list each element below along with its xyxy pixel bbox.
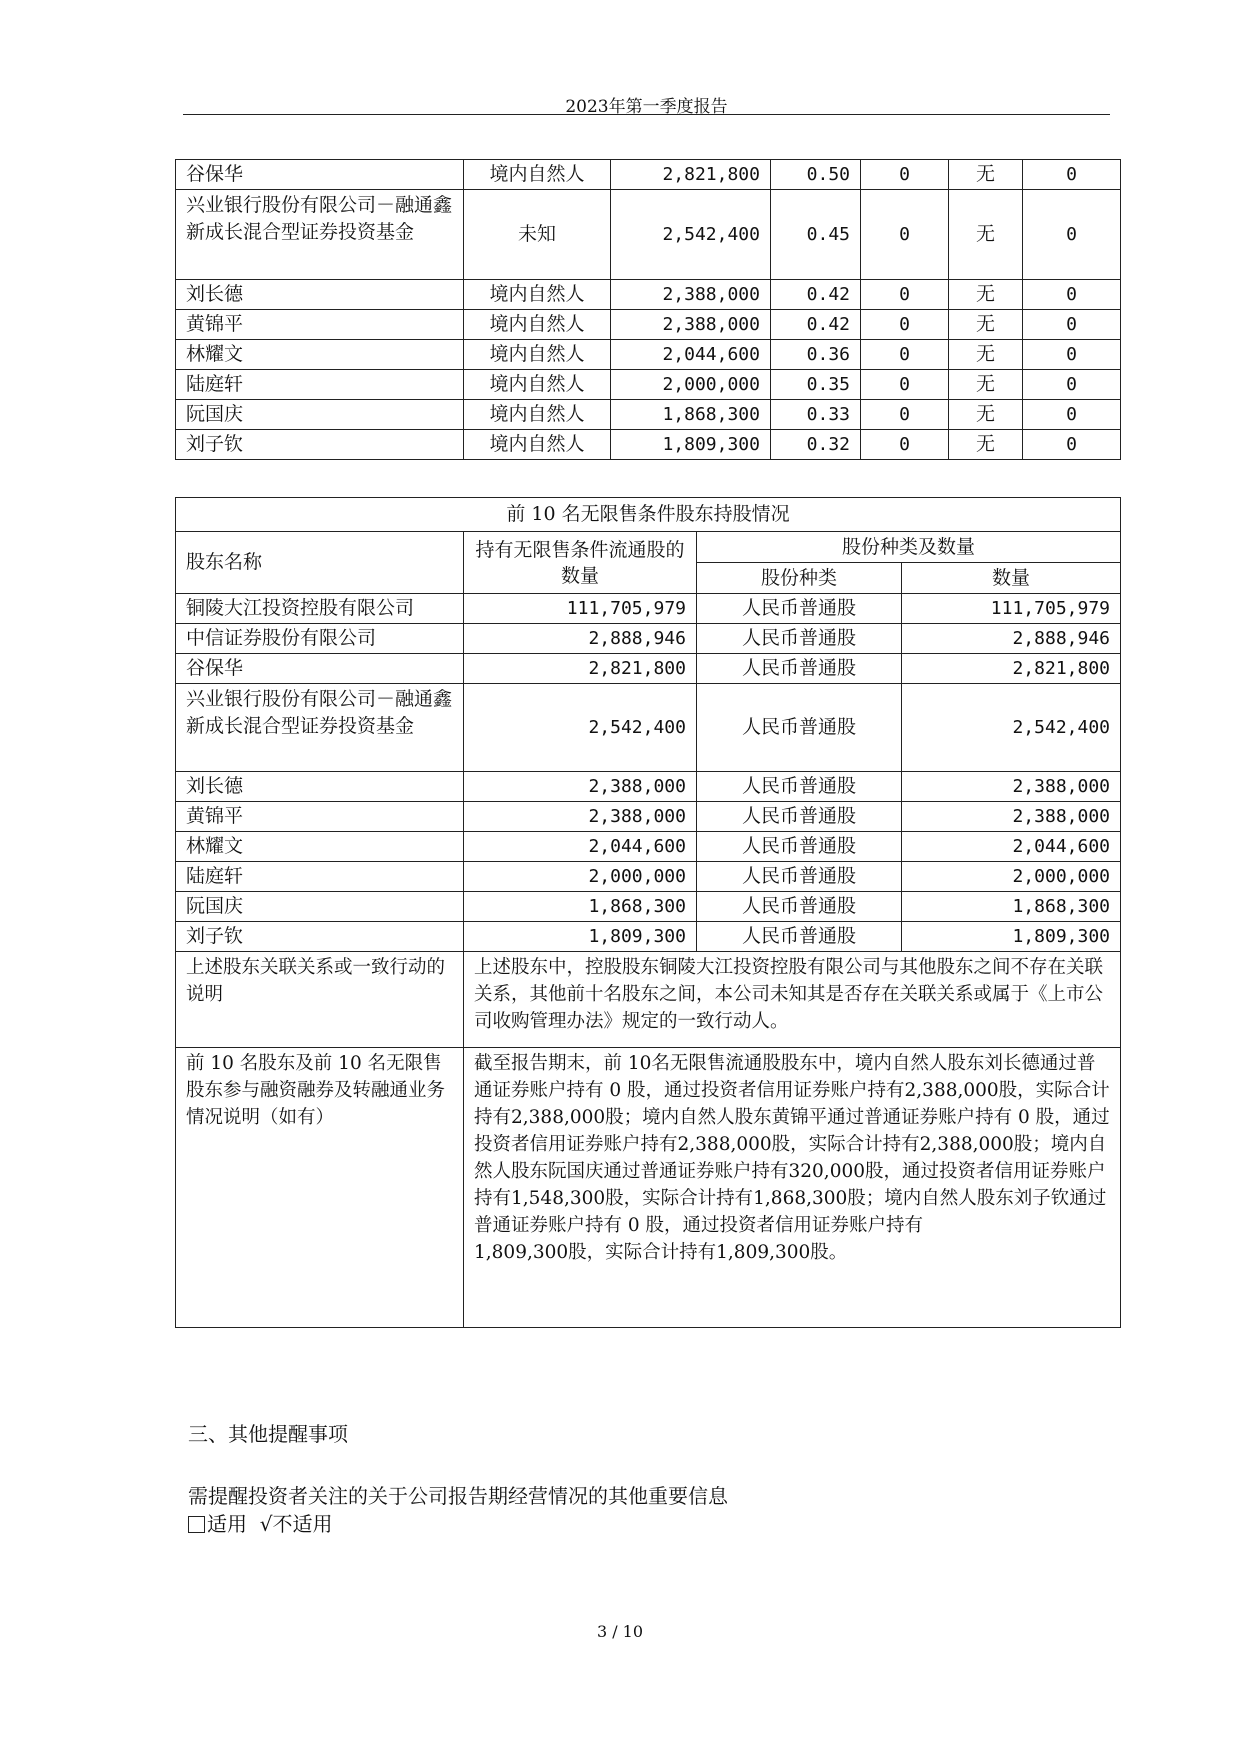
holder-ratio: 0.42 [771,310,861,340]
holder-ratio: 0.36 [771,340,861,370]
holder-ratio: 0.42 [771,280,861,310]
unrestricted-qty: 2,542,400 [464,684,697,772]
holder-restricted: 0 [861,430,949,460]
holder-pledge-qty: 0 [1023,280,1121,310]
page-header: 2023年第一季度报告 [565,97,728,117]
share-type: 人民币普通股 [697,772,902,802]
share-amount: 2,388,000 [902,772,1121,802]
col-header-holder-name: 股东名称 [176,532,464,594]
holder-shares: 1,868,300 [611,400,771,430]
unrestricted-holders-table [175,497,1121,1328]
top10-holders-table [175,159,1121,460]
table-row [176,772,1121,802]
holder-nature: 境内自然人 [464,340,611,370]
holder-pledge-status: 无 [949,310,1023,340]
unrestricted-qty: 1,809,300 [464,922,697,952]
holder-restricted: 0 [861,160,949,190]
unrestricted-qty: 2,821,800 [464,654,697,684]
holder-restricted: 0 [861,340,949,370]
holder-nature: 境内自然人 [464,400,611,430]
holder-name: 陆庭轩 [176,862,464,892]
col-header-share-type: 股份种类 [697,563,902,594]
header-rule [183,114,1110,115]
share-type: 人民币普通股 [697,684,902,772]
holder-shares: 2,388,000 [611,280,771,310]
holder-name: 中信证券股份有限公司 [176,624,464,654]
unrestricted-qty: 1,868,300 [464,892,697,922]
holder-name: 陆庭轩 [176,370,464,400]
table-row [176,654,1121,684]
option-not-applicable: √不适用 [259,1512,333,1536]
page-number: 3 / 10 [596,1622,644,1641]
holder-pledge-qty: 0 [1023,310,1121,340]
unrestricted-qty: 2,000,000 [464,862,697,892]
table-row [176,624,1121,654]
unrestricted-qty: 111,705,979 [464,594,697,624]
margin-trading-text-tail: 1,809,300股，实际合计持有1,809,300股。 [474,1242,848,1263]
holder-name: 黄锦平 [176,802,464,832]
margin-trading-label: 前 10 名股东及前 10 名无限售股东参与融资融券及转融通业务情况说明（如有） [176,1048,464,1328]
holder-nature: 境内自然人 [464,160,611,190]
share-amount: 1,809,300 [902,922,1121,952]
holder-pledge-qty: 0 [1023,370,1121,400]
holder-name: 林耀文 [176,832,464,862]
holder-pledge-qty: 0 [1023,400,1121,430]
holder-nature: 境内自然人 [464,370,611,400]
share-amount: 2,000,000 [902,862,1121,892]
unrestricted-qty: 2,888,946 [464,624,697,654]
holder-pledge-status: 无 [949,370,1023,400]
table-row [176,802,1121,832]
holder-shares: 1,809,300 [611,430,771,460]
holder-restricted: 0 [861,400,949,430]
holder-name: 阮国庆 [176,400,464,430]
table-row [176,862,1121,892]
holder-pledge-qty: 0 [1023,190,1121,280]
unrestricted-qty: 2,044,600 [464,832,697,862]
table-row [176,280,1121,310]
share-type: 人民币普通股 [697,862,902,892]
holder-pledge-qty: 0 [1023,160,1121,190]
holder-nature: 境内自然人 [464,280,611,310]
applicability-options [188,1510,728,1538]
share-amount: 2,888,946 [902,624,1121,654]
holder-shares: 2,044,600 [611,340,771,370]
share-type: 人民币普通股 [697,832,902,862]
holder-pledge-qty: 0 [1023,340,1121,370]
holder-name: 兴业银行股份有限公司－融通鑫新成长混合型证券投资基金 [176,190,464,280]
holder-pledge-status: 无 [949,160,1023,190]
holder-pledge-status: 无 [949,400,1023,430]
holder-ratio: 0.33 [771,400,861,430]
holder-name: 刘子钦 [176,922,464,952]
holder-name: 黄锦平 [176,310,464,340]
option-applicable: 适用 [207,1512,247,1536]
holder-pledge-status: 无 [949,430,1023,460]
holder-pledge-qty: 0 [1023,430,1121,460]
section-3-title: 三、其他提醒事项 [188,1422,348,1446]
col-header-unrestricted-qty: 持有无限售条件流通股的数量 [464,532,697,594]
related-parties-text: 上述股东中，控股股东铜陵大江投资控股有限公司与其他股东之间不存在关联关系，其他前十名股东之间，本公司未知其是否存在关联关系或属于《上市公司收购管理办法》规定的一致行动人。 [464,952,1121,1048]
table-row [176,190,1121,280]
col-header-share-type-group: 股份种类及数量 [697,532,1121,563]
holder-name: 谷保华 [176,160,464,190]
share-type: 人民币普通股 [697,892,902,922]
table-row [176,160,1121,190]
holder-ratio: 0.45 [771,190,861,280]
table-row [176,684,1121,772]
share-amount: 2,388,000 [902,802,1121,832]
share-amount: 1,868,300 [902,892,1121,922]
holder-ratio: 0.35 [771,370,861,400]
margin-trading-text [464,1048,1121,1328]
table-row [176,310,1121,340]
holder-name: 铜陵大江投资控股有限公司 [176,594,464,624]
holder-name: 刘长德 [176,772,464,802]
share-type: 人民币普通股 [697,654,902,684]
table-row [176,922,1121,952]
holder-pledge-status: 无 [949,340,1023,370]
table-row [176,892,1121,922]
holder-name: 刘长德 [176,280,464,310]
table-row [176,370,1121,400]
holder-shares: 2,388,000 [611,310,771,340]
holder-ratio: 0.32 [771,430,861,460]
share-amount: 2,044,600 [902,832,1121,862]
holder-name: 林耀文 [176,340,464,370]
holder-restricted: 0 [861,370,949,400]
share-amount: 2,542,400 [902,684,1121,772]
section-3-body [188,1482,728,1538]
holder-name: 兴业银行股份有限公司－融通鑫新成长混合型证券投资基金 [176,684,464,772]
holder-shares: 2,821,800 [611,160,771,190]
share-type: 人民币普通股 [697,624,902,654]
holder-restricted: 0 [861,280,949,310]
checkbox-icon [188,1516,205,1533]
holder-ratio: 0.50 [771,160,861,190]
share-amount: 2,821,800 [902,654,1121,684]
section-3-paragraph: 需提醒投资者关注的关于公司报告期经营情况的其他重要信息 [188,1484,728,1508]
table-row [176,594,1121,624]
share-type: 人民币普通股 [697,594,902,624]
holder-nature: 未知 [464,190,611,280]
unrestricted-section-title: 前 10 名无限售条件股东持股情况 [176,498,1121,532]
holder-pledge-status: 无 [949,280,1023,310]
holder-shares: 2,542,400 [611,190,771,280]
margin-trading-text-body: 截至报告期末，前 10名无限售流通股股东中，境内自然人股东刘长德通过普通证券账户持有 0 股，通过投资者信用证券账户持有2,388,000股，实际合计持有2,388,000股；境内自然人股东黄锦平通过普通证券账户持有 0 股，通过投资者信用证券账户持有2,388,000股，实际合计持有2,388,000股；境内自然人股东阮国庆通过普通证券账户持有320,000股，通过投资者信用证券账户持有1,548,300股，实际合计持有1,868,300股；境内自然人股东刘子钦通过普通证券账户持有 0 股，通过投资者信用证券账户持有 [474,1053,1110,1236]
holder-restricted: 0 [861,310,949,340]
share-type: 人民币普通股 [697,922,902,952]
holder-nature: 境内自然人 [464,310,611,340]
holder-nature: 境内自然人 [464,430,611,460]
table-row [176,340,1121,370]
col-header-share-amount: 数量 [902,563,1121,594]
holder-name: 谷保华 [176,654,464,684]
unrestricted-qty: 2,388,000 [464,802,697,832]
holder-pledge-status: 无 [949,190,1023,280]
share-type: 人民币普通股 [697,802,902,832]
table-row [176,430,1121,460]
holder-name: 刘子钦 [176,430,464,460]
table-row [176,400,1121,430]
holder-restricted: 0 [861,190,949,280]
related-parties-label: 上述股东关联关系或一致行动的说明 [176,952,464,1048]
table-row [176,832,1121,862]
unrestricted-qty: 2,388,000 [464,772,697,802]
holder-name: 阮国庆 [176,892,464,922]
share-amount: 111,705,979 [902,594,1121,624]
holder-shares: 2,000,000 [611,370,771,400]
